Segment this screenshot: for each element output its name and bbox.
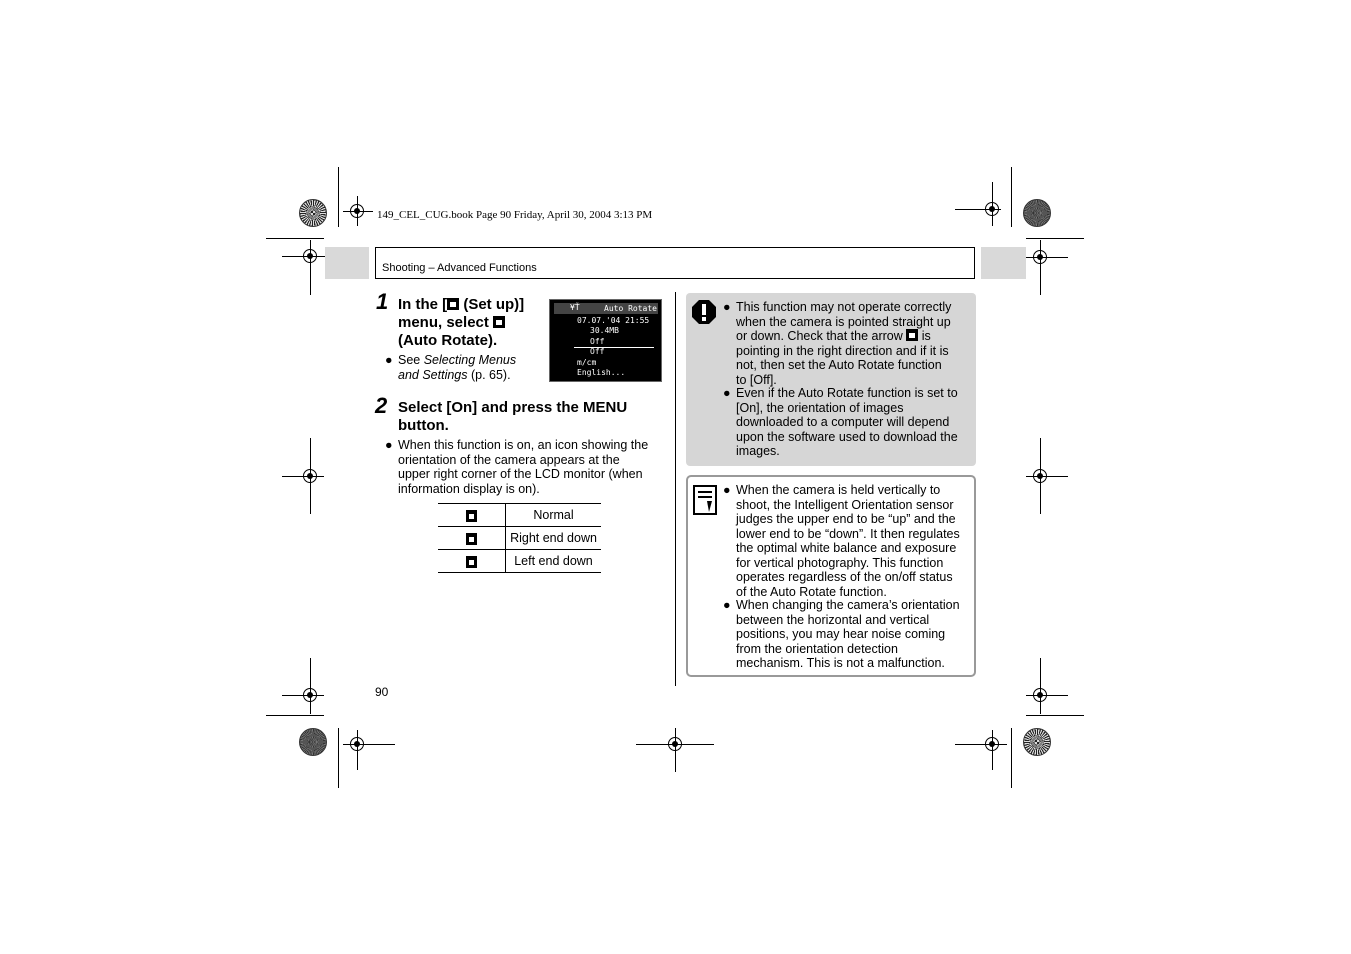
registration-target-icon <box>303 688 317 702</box>
step-1-bullet: ● See Selecting Menus and Settings (p. 65). <box>385 353 517 382</box>
section-header <box>375 247 975 279</box>
step-1-number: 1 <box>376 289 389 314</box>
registration-sun-icon <box>1023 728 1051 756</box>
column-divider <box>675 292 676 686</box>
lcd-row: Off <box>590 337 605 346</box>
registration-target-icon <box>1033 250 1047 264</box>
page-number: 90 <box>375 685 389 699</box>
section-title: Shooting – Advanced Functions <box>382 262 537 274</box>
tools-icon: ¥Ť <box>570 303 580 312</box>
left-end-down-icon <box>466 556 477 568</box>
lcd-card-row: 30.4MB <box>590 326 619 335</box>
lcd-language-row: English... <box>577 368 626 377</box>
lcd-date-row: 07.07.'04 21:55 <box>577 316 650 325</box>
registration-target-icon <box>668 737 682 751</box>
orientation-label: Right end down <box>506 527 602 550</box>
table-row <box>438 550 601 573</box>
note-bullet-2: ● When changing the camera’s orientation between the horizontal and vertical positions, you may hear noise coming from the orientation detection mechanism. This is not a malfunction. <box>723 598 960 670</box>
step-2-number: 2 <box>375 393 388 418</box>
table-row <box>438 527 601 550</box>
lcd-auto-rotate-row: Off <box>590 347 605 356</box>
caution-bullet-2: ● Even if the Auto Rotate function is set to [On], the orientation of images downloaded to a computer will depend upon the software used to download the images. <box>723 386 958 458</box>
caution-bullet-1: ● This function may not operate correctly when the camera is pointed straight up or down. Check that the arrow is pointing in the right direction and if it is not, then set the Auto Rotate function to [Off]. <box>723 300 952 387</box>
caution-box <box>686 293 976 466</box>
registration-sun-icon <box>299 728 327 756</box>
step-1-title: In the [ (Set up)] menu, select (Auto Rotate). <box>398 296 525 349</box>
book-info-line: 149_CEL_CUG.book Page 90 Friday, April 30, 2004 3:13 PM <box>377 209 653 221</box>
registration-target-icon <box>350 737 364 751</box>
registration-target-icon <box>1033 469 1047 483</box>
note-icon <box>693 485 717 515</box>
orientation-label: Normal <box>506 504 602 527</box>
registration-target-icon <box>985 202 999 216</box>
step-2-bullet: ● When this function is on, an icon showing the orientation of the camera appears at the upper right corner of the LCD monitor (when information display is on). <box>385 438 649 496</box>
lcd-menu-title: Auto Rotate <box>604 304 657 313</box>
auto-rotate-icon <box>493 316 505 328</box>
registration-target-icon <box>350 204 364 218</box>
normal-orientation-icon <box>466 510 477 522</box>
note-box <box>686 475 976 677</box>
note-bullet-1: ● When the camera is held vertically to shoot, the Intelligent Orientation sensor judges the upper end to be “up” and the lower end to be “down”. It then regulates the optimal white balance and exposure for vertical photography. This function operates regardless of the on/off status of the Auto Rotate function. <box>723 483 960 599</box>
registration-sun-icon <box>1023 199 1051 227</box>
setup-menu-icon <box>447 298 459 310</box>
orientation-table <box>438 503 601 573</box>
registration-sun-icon <box>299 199 327 227</box>
step-2-title: Select [On] and press the MENU button. <box>398 399 628 434</box>
lcd-setup-menu-screenshot <box>549 299 662 382</box>
registration-target-icon <box>303 469 317 483</box>
lcd-units-row: m/cm <box>577 358 597 367</box>
table-row <box>438 504 601 527</box>
orientation-label: Left end down <box>506 550 602 573</box>
caution-icon <box>691 299 717 325</box>
registration-target-icon <box>1033 688 1047 702</box>
registration-target-icon <box>303 249 317 263</box>
auto-rotate-arrow-icon <box>906 329 918 341</box>
right-end-down-icon <box>466 533 477 545</box>
registration-target-icon <box>985 737 999 751</box>
